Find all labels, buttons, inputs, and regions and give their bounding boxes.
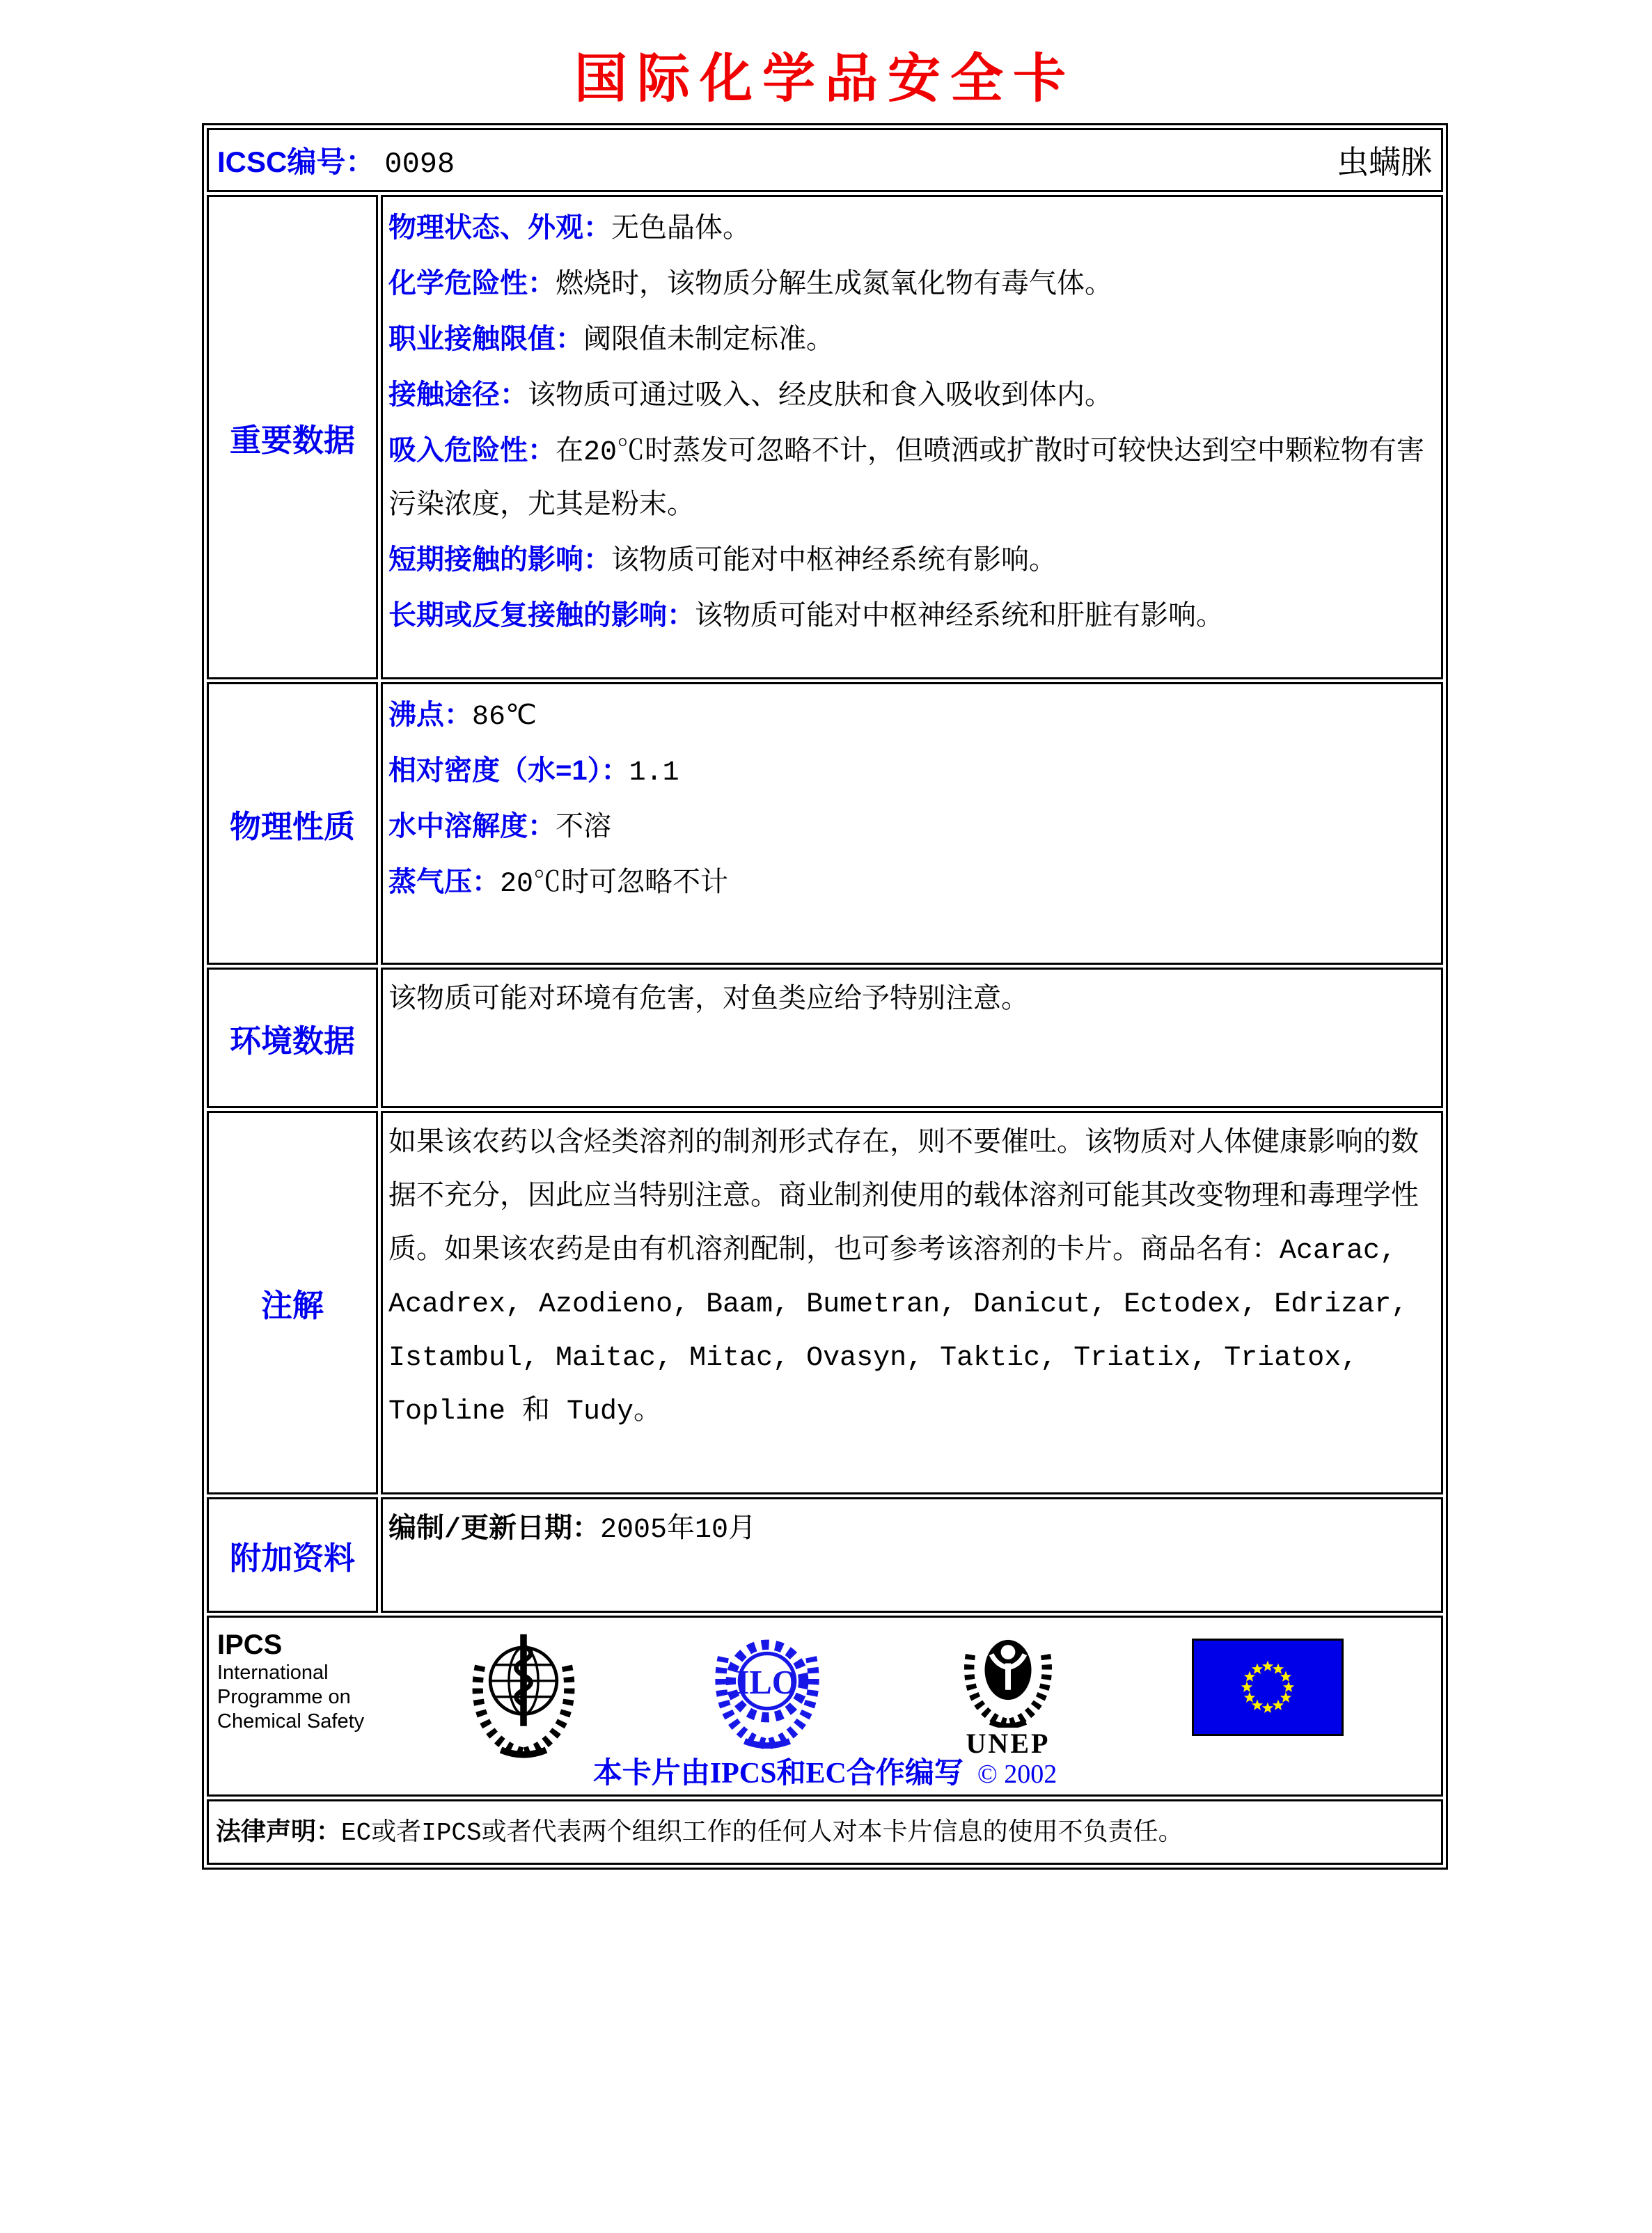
legal-label: 法律声明： [216, 1816, 342, 1845]
field-exposure-routes [388, 368, 1434, 424]
field-key: 编制/更新日期： [388, 1515, 601, 1546]
ilo-logo-text: ILO [736, 1664, 799, 1701]
field-value: 86℃ [472, 702, 537, 733]
legal-statement [216, 1816, 1434, 1849]
section-content-physical-properties [381, 682, 1443, 965]
field-boiling-point [388, 688, 1434, 744]
field-value: 2005年10月 [600, 1515, 757, 1546]
header-cell [207, 128, 1443, 192]
ipcs-acronym: IPCS [217, 1630, 283, 1660]
icsc-card-table [202, 123, 1448, 1870]
field-value: 该物质可能对中枢神经系统和肝脏有影响。 [695, 602, 1224, 633]
field-key: 蒸气压： [388, 867, 500, 897]
field-value: 无色晶体。 [611, 214, 750, 246]
ipcs-text-block [217, 1629, 364, 1734]
field-long-term-effects [388, 589, 1434, 645]
field-key: 吸入危险性： [388, 435, 556, 466]
field-key: 水中溶解度： [388, 811, 556, 842]
page-title: 国际化学品安全卡 [574, 47, 1076, 109]
copyright-text: © 2002 [977, 1760, 1057, 1789]
field-value: 燃烧时，该物质分解生成氮氧化物有毒气体。 [556, 270, 1112, 301]
field-water-solubility [388, 800, 1434, 855]
field-notes-text [388, 1117, 1434, 1439]
logos-row [207, 1616, 1443, 1797]
unep-logo-block [945, 1623, 1071, 1760]
field-key: 化学危险性： [388, 268, 556, 299]
field-value: 阈限值未制定标准。 [583, 326, 834, 357]
field-revision-date [388, 1504, 1434, 1557]
field-key: 相对密度（水=1）： [388, 755, 629, 786]
field-short-term-effects [388, 533, 1434, 589]
field-value: 该物质可通过吸入、经皮肤和食入吸收到体内。 [528, 381, 1112, 413]
field-key: 职业接触限值： [388, 324, 583, 354]
credit-text: 本卡片由IPCS和EC合作编写 [592, 1758, 963, 1790]
field-value: 如果该农药以含烃类溶剂的制剂形式存在，则不要催吐。该物质对人体健康影响的数据不充分，因此应当特别注意。商业制剂使用的载体溶剂可能其改变物理和毒理学性质。如果该农药是由有机溶剂配制，也可参考该溶剂的卡片。商品名有：Acarac, Acadrex, Azodieno, Baam, Bumetran, Danicut, Ectodex, Edrizar, Istambul, Maitac, Mitac, Ovasyn, Taktic, Triatix, Triatox, Topline 和 Tudy。 [388, 1128, 1419, 1428]
section-label-additional-info: 附加资料 [207, 1497, 378, 1613]
field-key: 物理状态、外观： [388, 212, 611, 243]
section-content-important-data [381, 195, 1443, 679]
legal-cell [207, 1799, 1443, 1865]
field-relative-density [388, 744, 1434, 800]
header-row [207, 128, 1443, 192]
icsc-number-group [217, 139, 455, 181]
additional-info-row [207, 1497, 1443, 1613]
who-logo-icon [464, 1623, 583, 1760]
unep-logo-text: UNEP [966, 1728, 1051, 1759]
legal-row [207, 1799, 1443, 1865]
field-key: 短期接触的影响： [388, 544, 611, 575]
field-physical-state [388, 201, 1434, 257]
section-content-additional-info [381, 1497, 1443, 1613]
field-value: 1.1 [629, 757, 679, 789]
chemical-name: 虫螨脒 [1337, 147, 1433, 183]
ipcs-line-1: International [217, 1662, 329, 1684]
field-key: 长期或反复接触的影响： [388, 600, 695, 631]
environmental-data-row [207, 968, 1443, 1108]
physical-properties-row [207, 682, 1443, 965]
ipcs-line-2: Programme on [217, 1686, 351, 1708]
icsc-number-value: 0098 [384, 148, 455, 181]
section-content-notes [381, 1111, 1443, 1494]
ipcs-line-3: Chemical Safety [217, 1710, 365, 1733]
notes-row [207, 1111, 1443, 1494]
field-value: 20℃时可忽略不计 [500, 869, 729, 900]
credit-line [209, 1750, 1441, 1792]
field-key: 沸点： [388, 700, 472, 730]
unep-logo-icon [952, 1623, 1064, 1728]
field-key: 接触途径： [388, 379, 528, 410]
ilo-logo-icon [705, 1625, 830, 1750]
section-content-environmental-data [381, 968, 1443, 1108]
field-environment-note [388, 974, 1434, 1027]
legal-text: EC或者IPCS或者代表两个组织工作的任何人对本卡片信息的使用不负责任。 [341, 1818, 1183, 1847]
field-occupational-limit [388, 313, 1434, 368]
section-label-important-data: 重要数据 [207, 195, 378, 679]
section-label-physical-properties: 物理性质 [207, 682, 378, 965]
field-value: 在20℃时蒸发可忽略不计，但喷洒或扩散时可较快达到空中颗粒物有害污染浓度，尤其是粉末。 [388, 437, 1425, 522]
eu-flag-icon [1192, 1639, 1344, 1736]
field-vapor-pressure [388, 855, 1434, 911]
important-data-row [207, 195, 1443, 679]
field-chemical-danger [388, 257, 1434, 313]
field-value: 不溶 [556, 813, 611, 844]
logos-cell [207, 1616, 1443, 1797]
icsc-number-label: ICSC编号： [217, 145, 375, 178]
section-label-environmental-data: 环境数据 [207, 968, 378, 1108]
field-value: 该物质可能对环境有危害，对鱼类应给予特别注意。 [388, 985, 1029, 1016]
field-value: 该物质可能对中枢神经系统有影响。 [611, 546, 1057, 578]
field-inhalation-risk [388, 424, 1434, 533]
section-label-notes: 注解 [207, 1111, 378, 1494]
